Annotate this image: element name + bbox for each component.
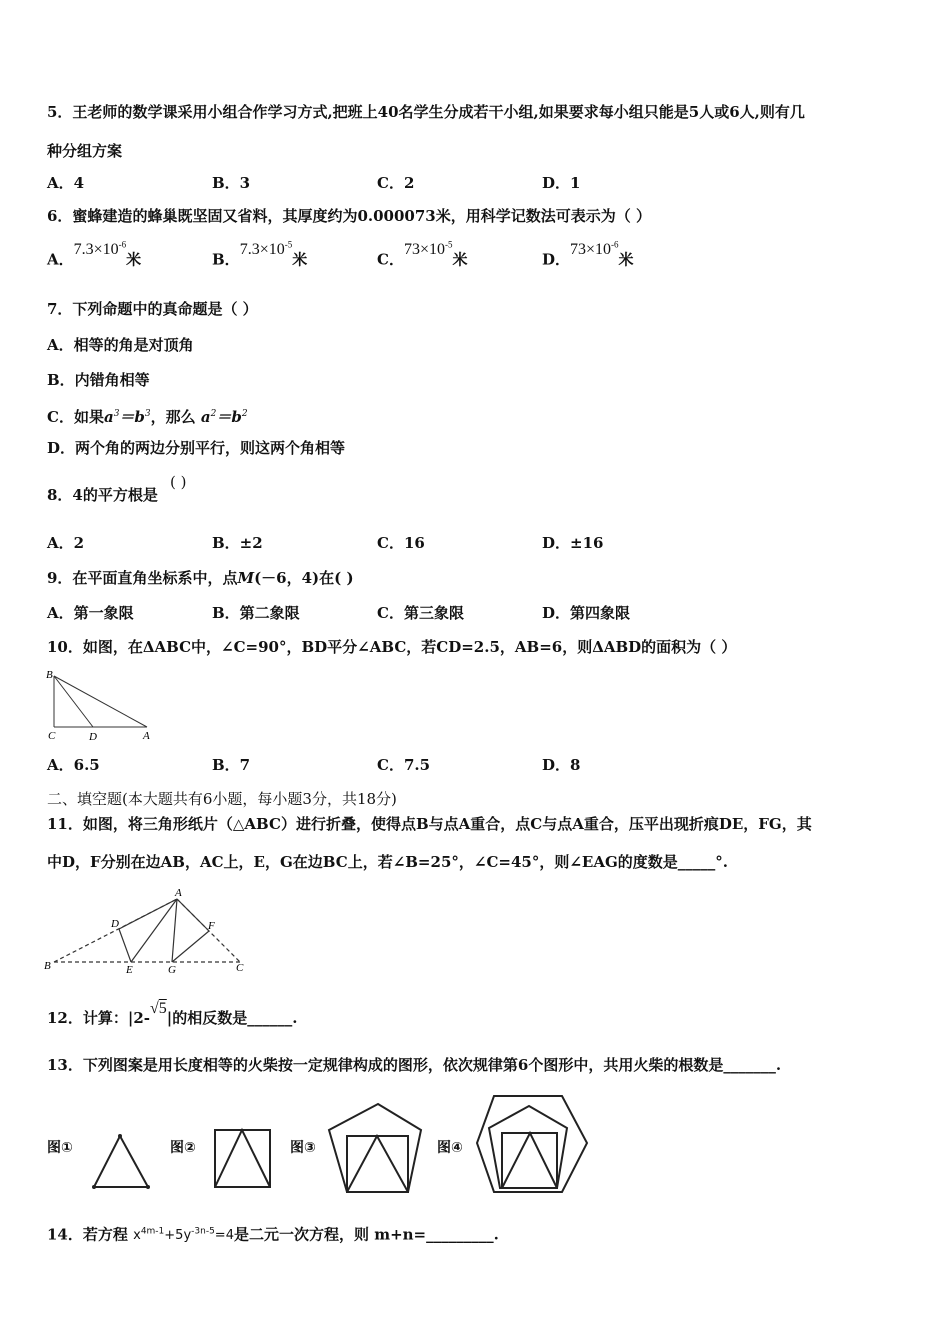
q6-option-base: 73×10: [570, 241, 612, 259]
q9-option-c: C．第三象限: [377, 604, 464, 622]
q10-option-a: A．6.5: [47, 756, 100, 774]
q10-option-d: D．8: [542, 756, 581, 774]
q6-option-base: 7.3×10: [73, 241, 119, 259]
q5-option-d: D．1: [542, 174, 581, 192]
q9-option-b: B．第二象限: [212, 604, 300, 622]
q6-option-unit: 米: [452, 250, 468, 269]
q5-option-c: C．2: [377, 174, 415, 192]
q6-option-unit: 米: [618, 250, 634, 269]
q6-option-a: [47, 240, 142, 270]
q7-option-a: A．相等的角是对顶角: [47, 336, 194, 354]
q6-option-c: [377, 240, 468, 270]
q8-option-a: A．2: [47, 534, 85, 552]
q10-option-b: B．7: [212, 756, 251, 774]
q13-figure-3: [325, 1100, 435, 1200]
q6-option-label: A．: [47, 250, 74, 269]
q12-prefix: 12．计算：|2-: [47, 1009, 150, 1027]
q10-label-c: C: [48, 730, 56, 742]
q10-triangle-figure: [44, 668, 154, 743]
q13-stem: 13．下列图案是用长度相等的火柴按一定规律构成的图形，依次规律第6个图形中，共用火柴的根数是_______.: [47, 1056, 782, 1074]
q14-exp2: -3n-5: [191, 1227, 215, 1237]
q14-stem: [47, 1222, 499, 1246]
q11-line2: 中D，F分别在边AB，AC上，E，G在边BC上，若∠B=25°，∠C=45°，则∠EAG的度数是_____°.: [47, 853, 729, 871]
q6-option-exp: -5: [284, 240, 293, 250]
q14-eq-end: =4: [214, 1228, 234, 1244]
q7-option-b: B．内错角相等: [47, 371, 150, 389]
q8-option-c: C．16: [377, 534, 425, 552]
q11-label-g: G: [168, 964, 176, 976]
q7-option-c-prefix: C．如果: [47, 408, 104, 426]
q7-option-c-mid: ，那么: [150, 408, 196, 426]
q5-stem-line2: 种分组方案: [47, 142, 123, 160]
q11-label-a: A: [175, 887, 182, 899]
q10-label-a: A: [143, 730, 150, 742]
q11-label-b: B: [44, 960, 51, 972]
q5-option-a: A．4: [47, 174, 85, 192]
q13-figure-4: [472, 1088, 602, 1198]
q12-radicand: 5: [158, 1000, 167, 1017]
q10-stem: 10．如图，在ΔABC中，∠C=90°，BD平分∠ABC，若CD=2.5，AB=6，则ΔABD的面积为（ ）: [47, 638, 737, 656]
q6-option-unit: 米: [292, 250, 308, 269]
q9-option-a: A．第一象限: [47, 604, 134, 622]
q9-option-d: D．第四象限: [542, 604, 631, 622]
q6-option-label: D．: [542, 250, 571, 269]
q8-option-d: D．±16: [542, 534, 604, 552]
q10-label-d: D: [89, 731, 97, 743]
q11-label-e: E: [126, 964, 133, 976]
q13-figure-4-label: 图④: [437, 1140, 463, 1156]
q10-label-b: B: [46, 669, 53, 681]
section-2-title: 二、填空题(本大题共有6小题，每小题3分，共18分): [47, 790, 397, 808]
q6-option-label: C．: [377, 250, 404, 269]
q11-label-c: C: [236, 962, 244, 974]
q11-label-d: D: [111, 918, 119, 930]
q7-option-d: D．两个角的两边分别平行，则这两个角相等: [47, 439, 346, 457]
q8-paren: ( ): [170, 473, 187, 491]
q6-option-b: [212, 240, 308, 270]
q6-option-d: [542, 240, 634, 270]
q6-option-label: B．: [212, 250, 240, 269]
q14-eq-x: x: [133, 1228, 141, 1244]
q14-prefix: 14．若方程: [47, 1225, 134, 1244]
q6-option-exp: -6: [611, 240, 619, 250]
q11-fold-figure: [44, 886, 254, 976]
q6-option-base: 73×10: [403, 241, 445, 259]
q13-figure-3-label: 图③: [290, 1140, 316, 1156]
q9-stem: [47, 568, 354, 588]
q14-eq-mid: +5y: [164, 1228, 192, 1244]
q13-figure-2-label: 图②: [170, 1140, 196, 1156]
q11-label-f: F: [208, 920, 215, 932]
q13-figure-1: [90, 1132, 160, 1192]
q11-line1: 11．如图，将三角形纸片（△ABC）进行折叠，使得点B与点A重合，点C与点A重合，压平出现折痕DE，FG，其: [47, 815, 812, 833]
q10-option-c: C．7.5: [377, 756, 431, 774]
q6-option-exp: -6: [118, 240, 127, 250]
q5-option-b: B．3: [212, 174, 251, 192]
q5-stem-line1: 5．王老师的数学课采用小组合作学习方式,把班上40名学生分成若干小组,如果要求每小组只能是5人或6人,则有几: [47, 103, 805, 121]
q14-suffix: 是二元一次方程，则 m+n=_________.: [233, 1225, 499, 1244]
q7-stem: 7．下列命题中的真命题是（ ）: [47, 300, 258, 318]
q9-point: M: [237, 569, 255, 587]
q9-stem-prefix: 9．在平面直角坐标系中，点: [47, 569, 238, 587]
q12-stem: 12．计算：|2-√5|的相反数是______.: [47, 1000, 298, 1027]
q13-figure-1-label: 图①: [47, 1140, 73, 1156]
q6-option-unit: 米: [126, 250, 142, 269]
q12-suffix: |的相反数是______.: [166, 1009, 298, 1027]
q6-option-exp: -5: [444, 240, 453, 250]
q9-coords: (－6，4)在( ): [254, 569, 354, 587]
q13-figure-2: [210, 1125, 280, 1190]
q14-exp1: 4m-1: [140, 1227, 165, 1237]
q6-stem: 6．蜜蜂建造的蜂巢既坚固又省料，其厚度约为0.000073米，用科学记数法可表示为（ ）: [47, 207, 651, 225]
q6-option-base: 7.3×10: [239, 241, 285, 259]
q7-option-c: C．如果$a^3=b^3$，那么 $a^2=b^2$: [47, 408, 248, 426]
q8-stem: 8．4的平方根是: [47, 486, 158, 504]
q8-option-b: B．±2: [212, 534, 263, 552]
